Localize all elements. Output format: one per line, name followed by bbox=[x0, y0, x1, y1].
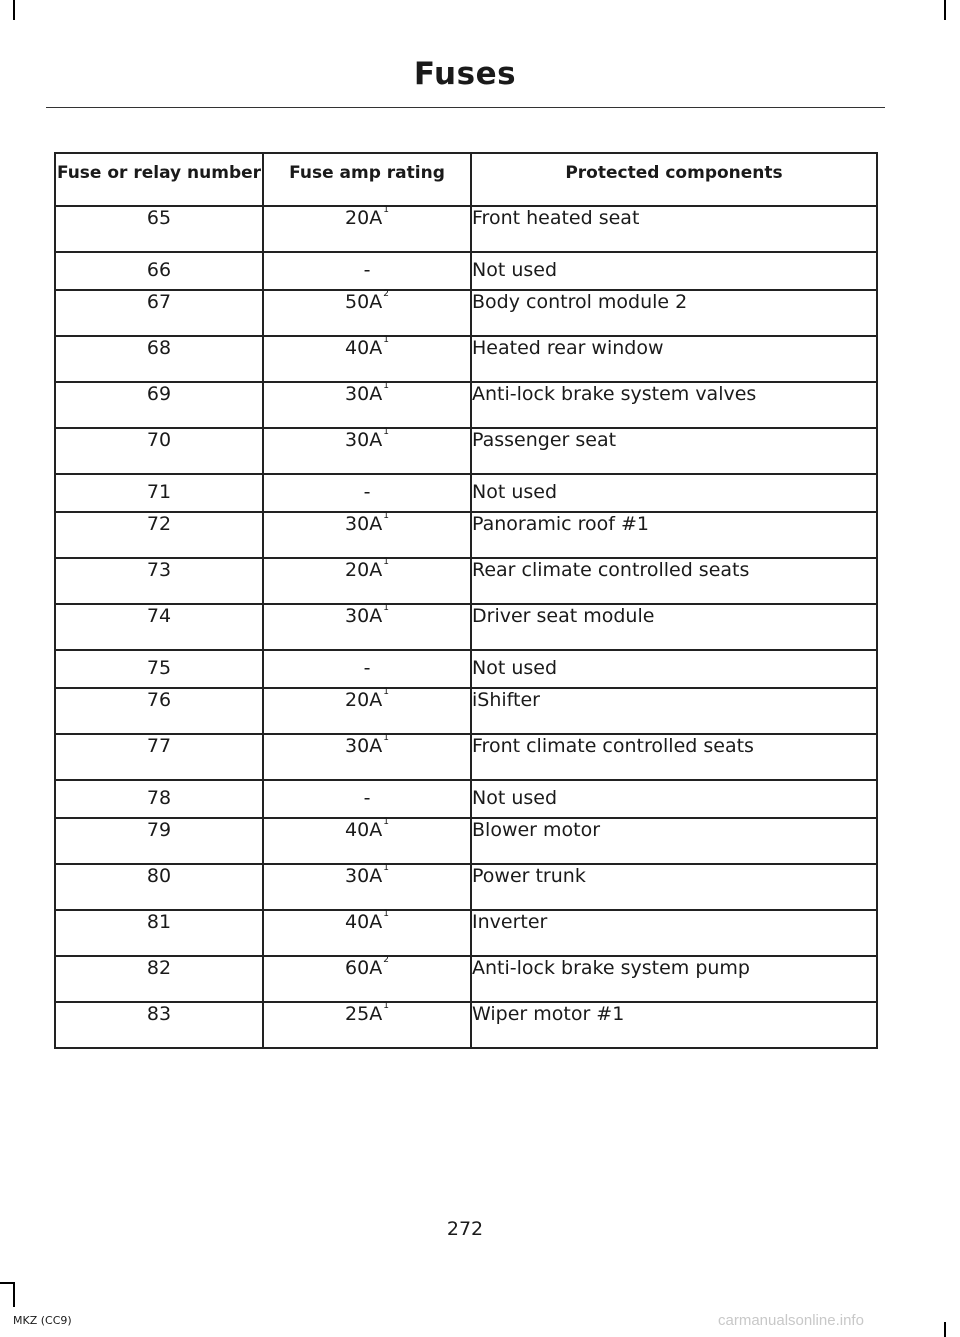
amp-rating-cell bbox=[263, 1002, 471, 1048]
fuse-number-cell: 80 bbox=[55, 864, 263, 910]
amp-rating-cell bbox=[263, 688, 471, 734]
protected-component-cell: Front heated seat bbox=[471, 206, 877, 252]
amp-rating-value: 30A bbox=[345, 513, 383, 535]
amp-rating-value: - bbox=[363, 259, 371, 281]
protected-component-cell: Not used bbox=[471, 650, 877, 688]
table-row bbox=[55, 558, 877, 604]
amp-rating-cell bbox=[263, 818, 471, 864]
fuse-number-cell: 83 bbox=[55, 1002, 263, 1048]
protected-component-cell: Inverter bbox=[471, 910, 877, 956]
table-row bbox=[55, 650, 877, 688]
amp-rating-value: 30A bbox=[345, 383, 383, 405]
amp-rating-cell bbox=[263, 474, 471, 512]
protected-component-cell: Not used bbox=[471, 780, 877, 818]
table-row bbox=[55, 474, 877, 512]
amp-rating-cell bbox=[263, 734, 471, 780]
amp-rating-cell bbox=[263, 650, 471, 688]
amp-rating-value: 25A bbox=[345, 1003, 383, 1025]
amp-rating-value: 20A bbox=[345, 689, 383, 711]
amp-rating-cell bbox=[263, 780, 471, 818]
fuse-number-cell: 67 bbox=[55, 290, 263, 336]
protected-component-cell: Not used bbox=[471, 252, 877, 290]
amp-rating-value: 30A bbox=[345, 605, 383, 627]
amp-rating-value: 30A bbox=[345, 429, 383, 451]
amp-rating-value: - bbox=[363, 657, 371, 679]
protected-component-cell: Driver seat module bbox=[471, 604, 877, 650]
table-row bbox=[55, 206, 877, 252]
footnote-marker: 1 bbox=[383, 733, 389, 743]
crop-mark-top-left-v bbox=[13, 0, 15, 20]
footer-model-code: MKZ (CC9) bbox=[13, 1314, 72, 1327]
footnote-marker: 2 bbox=[383, 289, 389, 299]
crop-mark-bottom-left-v bbox=[13, 1282, 15, 1307]
amp-rating-cell bbox=[263, 290, 471, 336]
fuse-number-cell: 81 bbox=[55, 910, 263, 956]
table-row bbox=[55, 910, 877, 956]
fuse-number-cell: 66 bbox=[55, 252, 263, 290]
amp-rating-value: 20A bbox=[345, 207, 383, 229]
table-row bbox=[55, 336, 877, 382]
protected-component-cell: Blower motor bbox=[471, 818, 877, 864]
table-row bbox=[55, 780, 877, 818]
footnote-marker: 1 bbox=[383, 381, 389, 391]
protected-component-cell: Heated rear window bbox=[471, 336, 877, 382]
page-title: Fuses bbox=[413, 56, 517, 92]
amp-rating-value: - bbox=[363, 481, 371, 503]
table-row bbox=[55, 252, 877, 290]
crop-mark-bottom-right-v bbox=[944, 1322, 946, 1337]
table-row bbox=[55, 382, 877, 428]
protected-component-cell: Not used bbox=[471, 474, 877, 512]
crop-mark-top-right-v bbox=[944, 0, 946, 20]
fuse-number-cell: 75 bbox=[55, 650, 263, 688]
footnote-marker: 1 bbox=[383, 511, 389, 521]
page-number: 272 bbox=[446, 1218, 484, 1240]
header-protected-components: Protected components bbox=[471, 153, 877, 206]
fuse-number-cell: 79 bbox=[55, 818, 263, 864]
amp-rating-cell bbox=[263, 512, 471, 558]
table-row bbox=[55, 1002, 877, 1048]
table-header-row bbox=[55, 153, 877, 206]
protected-component-cell: Power trunk bbox=[471, 864, 877, 910]
amp-rating-cell bbox=[263, 956, 471, 1002]
footnote-marker: 2 bbox=[383, 955, 389, 965]
fuse-number-cell: 77 bbox=[55, 734, 263, 780]
table-row bbox=[55, 864, 877, 910]
fuse-table bbox=[54, 152, 878, 1049]
footnote-marker: 1 bbox=[383, 817, 389, 827]
footnote-marker: 1 bbox=[383, 557, 389, 567]
amp-rating-value: 30A bbox=[345, 735, 383, 757]
amp-rating-cell bbox=[263, 336, 471, 382]
protected-component-cell: Anti-lock brake system pump bbox=[471, 956, 877, 1002]
table-row bbox=[55, 604, 877, 650]
header-amp-rating: Fuse amp rating bbox=[263, 153, 471, 206]
fuse-number-cell: 65 bbox=[55, 206, 263, 252]
watermark: carmanualsonline.info bbox=[718, 1312, 864, 1329]
fuse-number-cell: 73 bbox=[55, 558, 263, 604]
footnote-marker: 1 bbox=[383, 205, 389, 215]
crop-mark-bottom-left-h bbox=[0, 1282, 13, 1284]
footnote-marker: 1 bbox=[383, 427, 389, 437]
table-row bbox=[55, 512, 877, 558]
fuse-number-cell: 70 bbox=[55, 428, 263, 474]
amp-rating-value: 60A bbox=[345, 957, 383, 979]
table-row bbox=[55, 688, 877, 734]
amp-rating-value: - bbox=[363, 787, 371, 809]
footnote-marker: 1 bbox=[383, 603, 389, 613]
amp-rating-cell bbox=[263, 604, 471, 650]
amp-rating-cell bbox=[263, 428, 471, 474]
amp-rating-value: 50A bbox=[345, 291, 383, 313]
fuse-number-cell: 78 bbox=[55, 780, 263, 818]
fuse-number-cell: 69 bbox=[55, 382, 263, 428]
table-row bbox=[55, 818, 877, 864]
amp-rating-value: 40A bbox=[345, 819, 383, 841]
amp-rating-value: 30A bbox=[345, 865, 383, 887]
footnote-marker: 1 bbox=[383, 909, 389, 919]
header-fuse-number: Fuse or relay number bbox=[55, 153, 263, 206]
protected-component-cell: Rear climate controlled seats bbox=[471, 558, 877, 604]
table-row bbox=[55, 956, 877, 1002]
table-row bbox=[55, 428, 877, 474]
table-row bbox=[55, 290, 877, 336]
amp-rating-value: 40A bbox=[345, 337, 383, 359]
amp-rating-cell bbox=[263, 382, 471, 428]
amp-rating-cell bbox=[263, 206, 471, 252]
footnote-marker: 1 bbox=[383, 863, 389, 873]
amp-rating-cell bbox=[263, 558, 471, 604]
fuse-number-cell: 76 bbox=[55, 688, 263, 734]
protected-component-cell: Wiper motor #1 bbox=[471, 1002, 877, 1048]
protected-component-cell: Panoramic roof #1 bbox=[471, 512, 877, 558]
amp-rating-cell bbox=[263, 910, 471, 956]
amp-rating-cell bbox=[263, 252, 471, 290]
fuse-number-cell: 68 bbox=[55, 336, 263, 382]
title-divider bbox=[46, 107, 885, 108]
footnote-marker: 1 bbox=[383, 687, 389, 697]
fuse-number-cell: 82 bbox=[55, 956, 263, 1002]
table-row bbox=[55, 734, 877, 780]
fuse-number-cell: 71 bbox=[55, 474, 263, 512]
protected-component-cell: Passenger seat bbox=[471, 428, 877, 474]
protected-component-cell: Body control module 2 bbox=[471, 290, 877, 336]
footnote-marker: 1 bbox=[383, 335, 389, 345]
amp-rating-value: 40A bbox=[345, 911, 383, 933]
fuse-number-cell: 72 bbox=[55, 512, 263, 558]
amp-rating-cell bbox=[263, 864, 471, 910]
amp-rating-value: 20A bbox=[345, 559, 383, 581]
footnote-marker: 1 bbox=[383, 1001, 389, 1011]
protected-component-cell: Front climate controlled seats bbox=[471, 734, 877, 780]
fuse-number-cell: 74 bbox=[55, 604, 263, 650]
protected-component-cell: iShifter bbox=[471, 688, 877, 734]
protected-component-cell: Anti-lock brake system valves bbox=[471, 382, 877, 428]
